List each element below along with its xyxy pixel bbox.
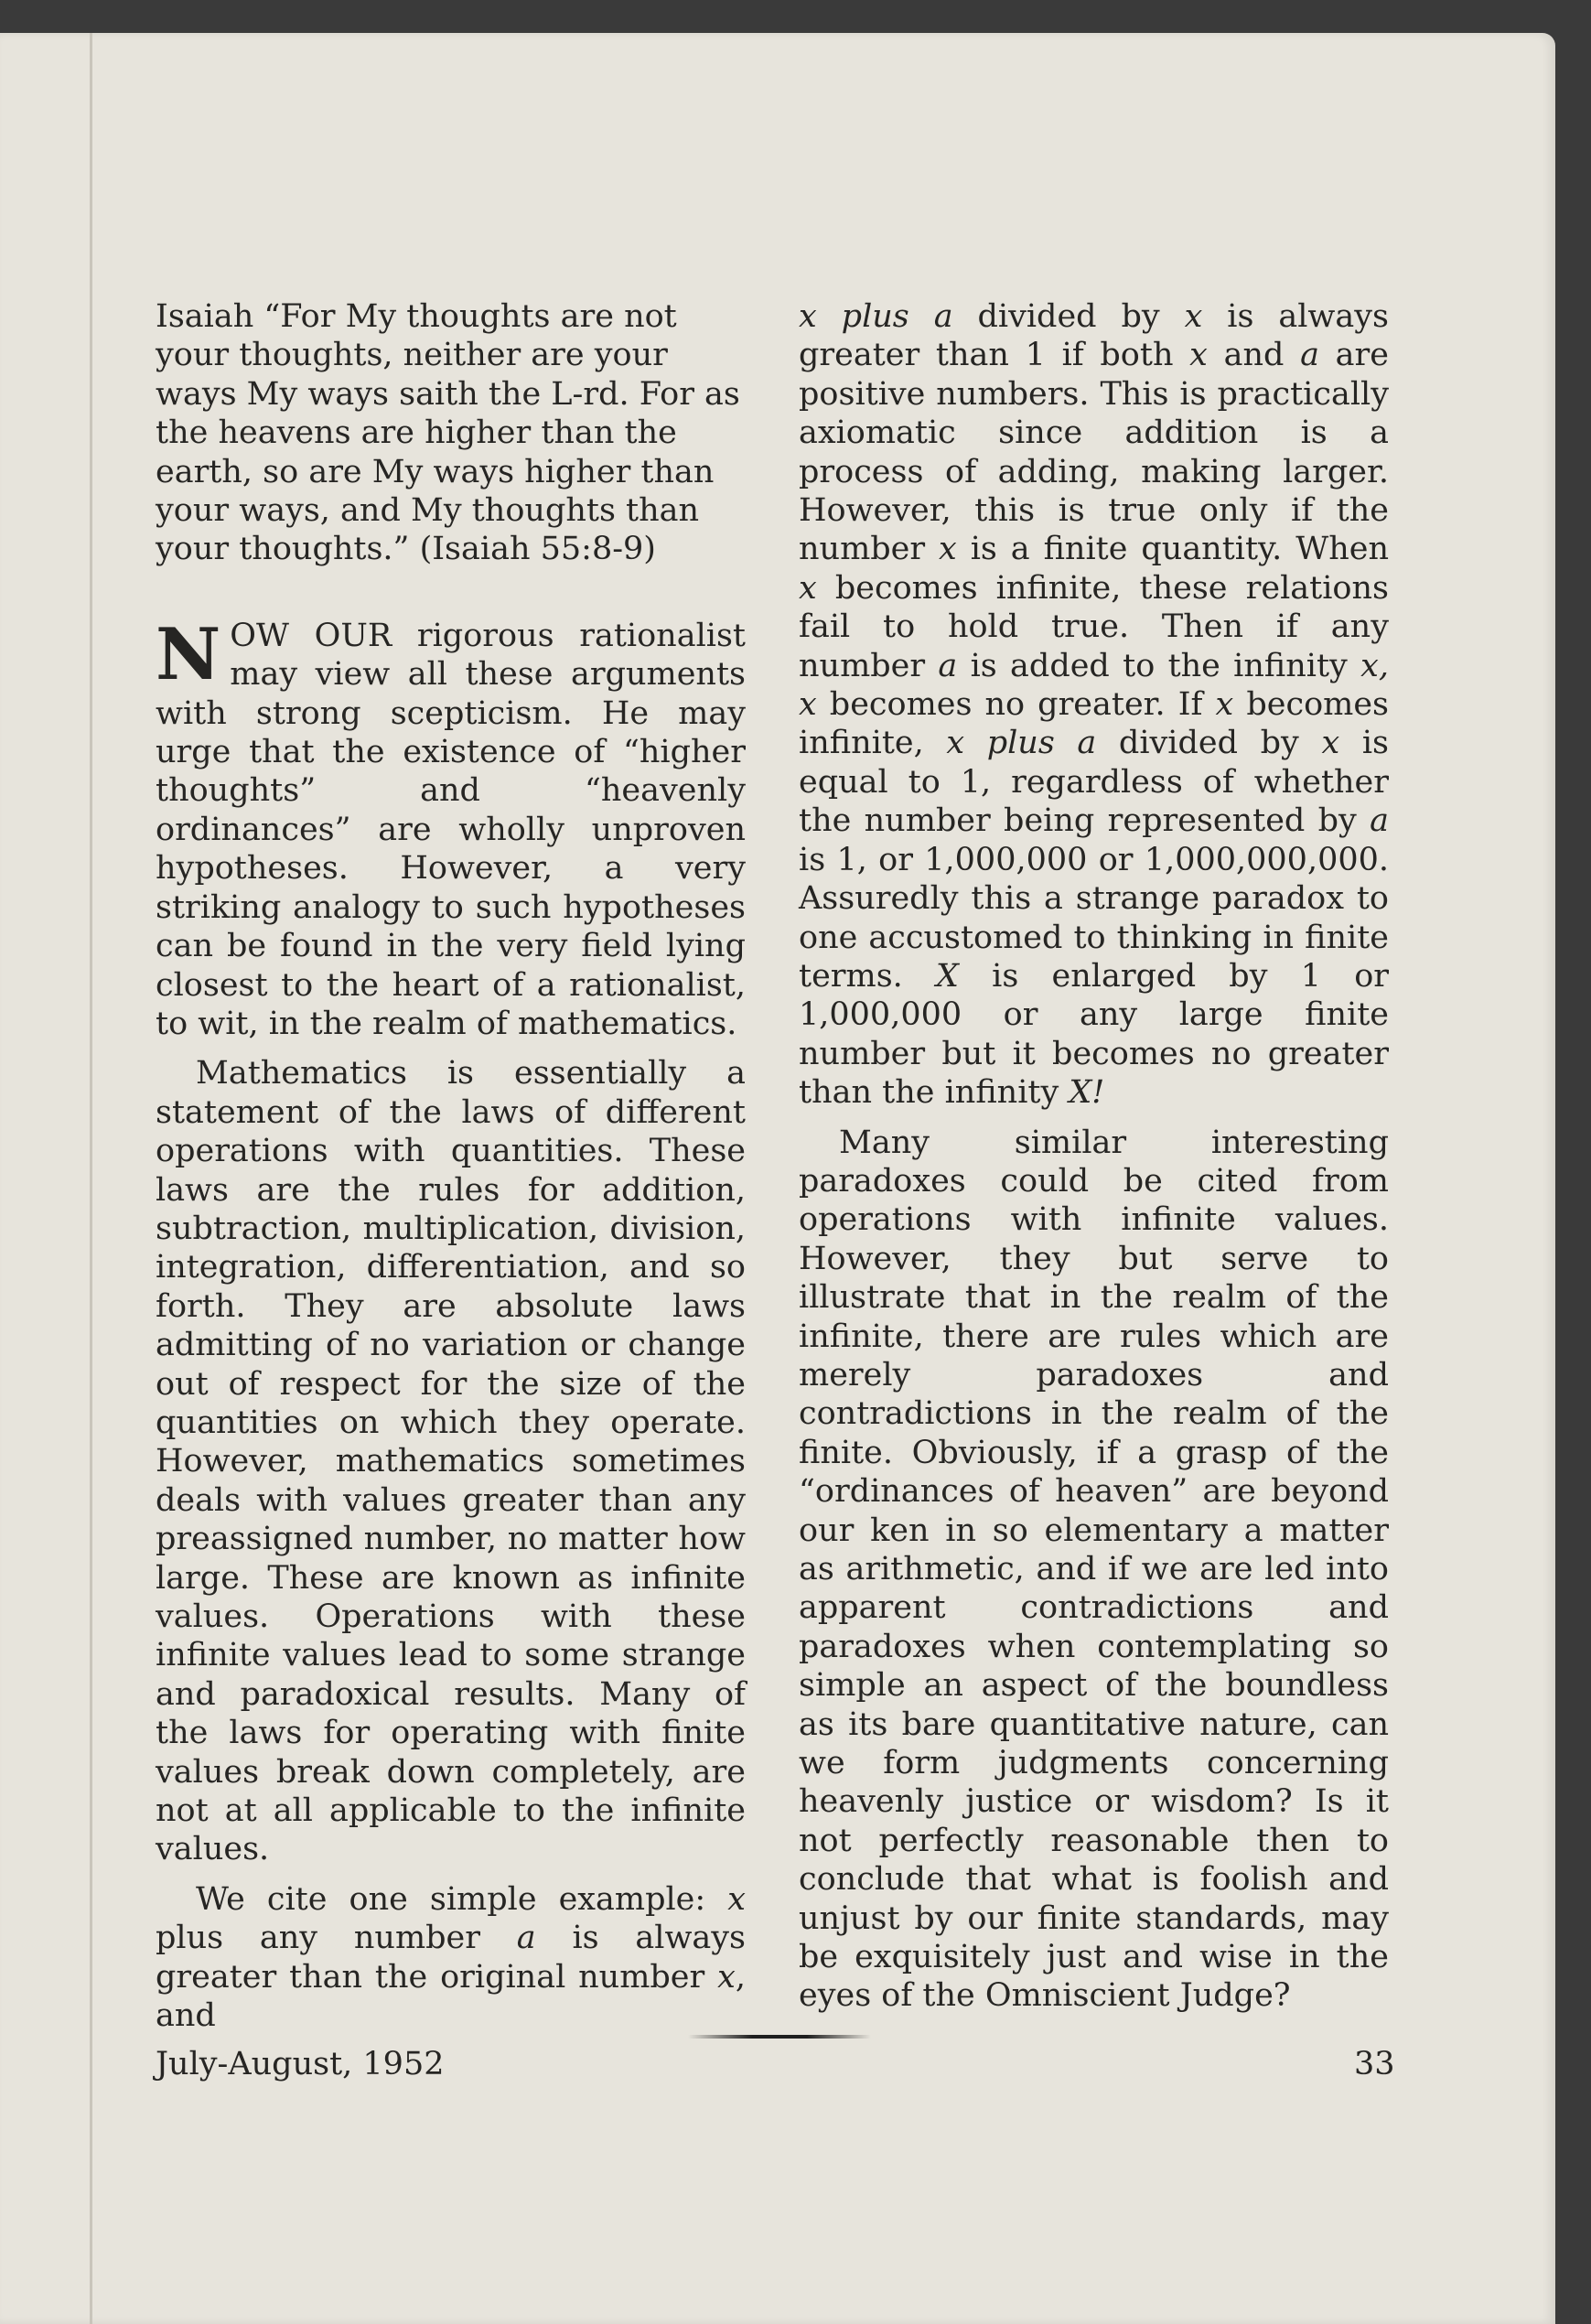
paragraph-many-similar: Many similar interesting paradoxes could be cited from operations with infinite values. However, they but serve to illustrate that in the realm of the infinite, there are rules which are merely paradoxes and contradictions in the realm of the finite. Obviously, if a grasp of the “ordinances of heaven” are beyond our ken in so elementary a matter as arithmetic, and if we are led into apparent contradictions and paradoxes when contemplating so simple an aspect of the boundless as its bare quantitative nature, can we form judgments concerning heavenly justice or wisdom? Is it not perfectly reasonable then to conclude that what is foolish and unjust by our finite standards, may be exquisitely just and wise in the eyes of the Omniscient Judge?: [799, 1124, 1389, 2015]
footer-issue-date: July-August, 1952: [156, 2046, 445, 2082]
text-run: becomes infinite,: [799, 686, 1389, 762]
math-var: x plus a: [946, 725, 1097, 762]
text-run: plus any number: [156, 1920, 517, 1957]
math-var: x, x: [799, 647, 1390, 724]
left-column: [156, 297, 746, 2035]
math-var: a: [1370, 802, 1389, 840]
text-run: is a finite quantity. When: [956, 531, 1389, 568]
text-run: divided by: [952, 298, 1185, 335]
text-run: divided by: [1096, 725, 1322, 762]
drop-cap: N: [156, 612, 221, 696]
math-var: a: [516, 1920, 536, 1957]
math-var: x: [1215, 686, 1234, 724]
math-var: x plus a: [799, 298, 953, 335]
paragraph-continuation: [799, 297, 1389, 1113]
math-var: x: [1189, 337, 1208, 374]
text-run: is equal to 1, regardless of whether the number being represented by: [799, 725, 1389, 840]
text-run: is 1, or 1,000,000 or 1,000,000,000. Assuredly this a strange paradox to one accustomed to thinking in finite terms.: [799, 841, 1389, 995]
paragraph-example: [156, 1880, 746, 2036]
math-var: a: [1300, 337, 1319, 374]
text-run: , and: [156, 1958, 746, 2035]
text-run: is always greater than the original number: [156, 1920, 747, 1996]
math-var: X!: [1069, 1074, 1105, 1112]
math-var: x: [799, 569, 817, 607]
isaiah-quote: Isaiah “For My thoughts are not your thoughts, neither are your ways My ways saith the L-rd. For as the heavens are higher than the earth, so are My ways higher than your ways, and My thoughts than your thoughts.” (Isaiah 55:8-9): [156, 298, 740, 568]
text-run: is always greater than 1 if both: [799, 298, 1389, 374]
right-column: [799, 297, 1389, 2016]
paragraph-now-our: [156, 612, 746, 1043]
math-var: x: [1184, 298, 1203, 335]
binding-edge: [90, 33, 92, 2324]
math-var: X: [936, 957, 959, 995]
paragraph-now-our-text: OW OUR rigorous rationalist may view all these arguments with strong scepticism. He may urge that the existence of “higher thoughts” and “heavenly ordinances” are wholly unproven hypotheses. However, a very striking analogy to such hypotheses can be found in the very field lying closest to the heart of a rationalist, to wit, in the realm of mathematics.: [156, 617, 746, 1042]
math-var: x: [939, 531, 957, 568]
text-run: is enlarged by 1 or 1,000,000 or any large finite number but it becomes no greater than the infinity: [799, 957, 1389, 1112]
end-rule: [688, 2035, 871, 2039]
text-run: and: [1207, 337, 1301, 374]
text-run: are positive numbers. This is practically axiomatic since addition is a process of adding, making larger. However, this is true only if the number: [799, 337, 1389, 568]
math-var: a: [938, 647, 958, 684]
text-run: is added to the infinity: [957, 647, 1361, 684]
math-var: x: [1321, 725, 1340, 762]
footer-page-number: 33: [1354, 2046, 1395, 2082]
text-run: We cite one simple example:: [196, 1880, 728, 1918]
paragraph-mathematics: Mathematics is essentially a statement of the laws of different operations with quantities. These laws are the rules for addition, subtraction, multiplication, division, integration, differentiation, and so forth. They are absolute laws admitting of no variation or change out of respect for the size of the quantities on which they operate. However, mathematics sometimes deals with values greater than any preassigned number, no matter how large. These are known as infinite values. Operations with these infinite values lead to some strange and paradoxical results. Many of the laws for operating with finite values break down completely, are not at all applicable to the infinite values.: [156, 1055, 746, 1868]
math-var: x: [727, 1880, 746, 1918]
math-var: x: [717, 1958, 736, 1996]
text-run: becomes no greater. If: [816, 686, 1216, 724]
text-run: becomes infinite, these relations fail to hold true. Then if any number: [799, 569, 1389, 684]
